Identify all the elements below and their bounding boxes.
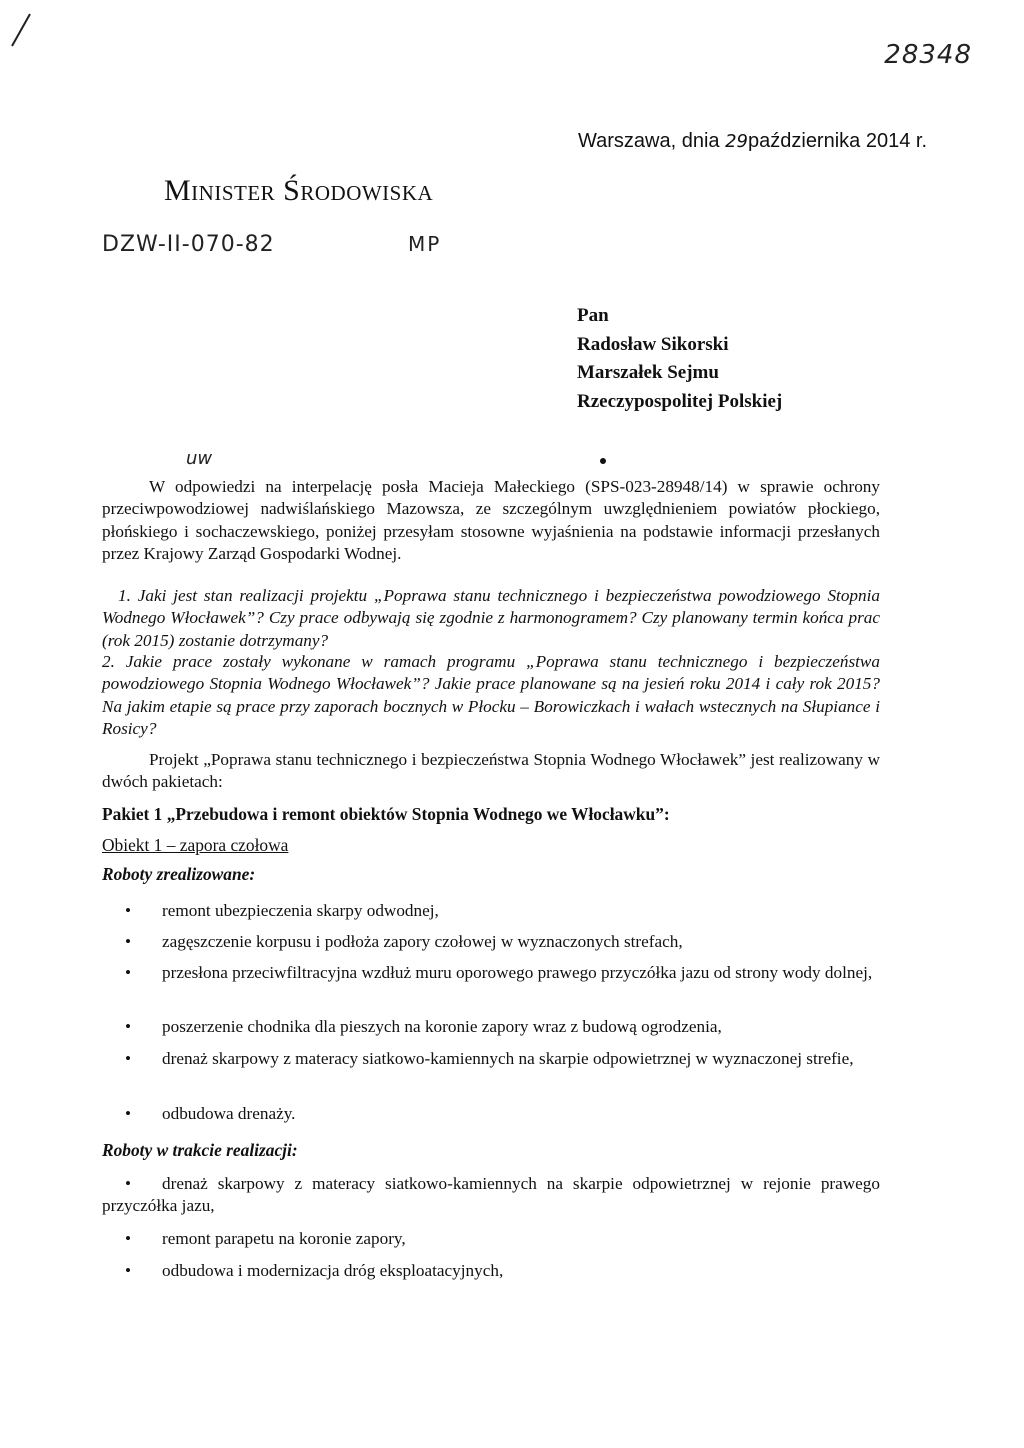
- list-item-text: zagęszczenie korpusu i podłoża zapory czołowej w wyznaczonych strefach,: [162, 932, 683, 951]
- list-item: [102, 931, 880, 953]
- project-paragraph: Projekt „Poprawa stanu technicznego i bezpieczeństwa Stopnia Wodnego Włocławek” jest realizowany w dwóch pakietach:: [102, 750, 880, 792]
- list-item: [102, 1173, 880, 1218]
- list-item-text: przesłona przeciwfiltracyjna wzdłuż muru oporowego prawego przyczółka jazu od strony wody dolnej,: [162, 963, 873, 982]
- list-item: [102, 962, 880, 984]
- bullet: •: [125, 1049, 132, 1068]
- ink-dot: [600, 458, 606, 464]
- handwritten-initials: MP: [408, 232, 442, 256]
- list-item: [102, 1048, 880, 1070]
- addressee-line: Radosław Sikorski: [577, 333, 729, 355]
- package-1-heading: Pakiet 1 „Przebudowa i remont obiektów Stopnia Wodnego we Włocławku”:: [102, 804, 670, 824]
- date-line: [578, 130, 927, 153]
- addressee-block: [577, 302, 782, 416]
- date-prefix: Warszawa, dnia: [578, 130, 726, 152]
- completed-works-heading: Roboty zrealizowane:: [102, 864, 256, 884]
- list-item: [102, 1228, 880, 1250]
- addressee-line: Marszałek Sejmu: [577, 362, 719, 383]
- bullet: •: [125, 901, 132, 920]
- bullet: •: [125, 1104, 132, 1123]
- list-item-text: remont ubezpieczenia skarpy odwodnej,: [162, 901, 439, 920]
- ministry-header: Minister Środowiska: [164, 174, 434, 207]
- bullet: •: [125, 1017, 132, 1036]
- addressee-line: Rzeczypospolitej Polskiej: [577, 390, 783, 412]
- list-item: [102, 900, 880, 922]
- bullet: •: [125, 963, 132, 982]
- addressee-line: Pan: [577, 305, 609, 326]
- question-2: 2. Jakie prace zostały wykonane w ramach programu „Poprawa stanu technicznego i bezpieczeństwa powodziowego Stopnia Wodnego Włocławek”? Jakie prace planowane są na jesień roku 2014 i cały rok 2015? Na jakim etapie są prace przy zaporach bocznych w Płocku – Borowiczkach i wałach wstecznych na Słupiance i Rosicy?: [102, 652, 880, 739]
- date-suffix: października 2014 r.: [748, 130, 928, 152]
- handwritten-document-number: 28348: [884, 40, 972, 70]
- list-item-text: remont parapetu na koronie zapory,: [162, 1229, 406, 1248]
- reference-number: DZW-II-070-82: [102, 232, 275, 257]
- list-item-text: poszerzenie chodnika dla pieszych na koronie zapory wraz z budową ogrodzenia,: [162, 1017, 722, 1036]
- list-item: [102, 1260, 880, 1282]
- list-item: [102, 1103, 880, 1125]
- question-1: 1. Jaki jest stan realizacji projektu „Poprawa stanu technicznego i bezpieczeństwa powodziowego Stopnia Wodnego Włocławek”? Czy prace odbywają się zgodnie z harmonogramem? Czy planowany termin końca prac (rok 2015) zostanie dotrzymany?: [102, 586, 880, 650]
- intro-paragraph: W odpowiedzi na interpelację posła Macieja Małeckiego (SPS-023-28948/14) w sprawie ochrony przeciwpowodziowej nadwiślańskiego Mazowsza, ze szczególnym uwzględnieniem powiatów płockiego, płońskiego i sochaczewskiego, poniżej przesyłam stosowne wyjaśnienia na podstawie informacji przesłanych przez Krajowy Zarząd Gospodarki Wodnej.: [102, 477, 880, 564]
- list-item-text: odbudowa i modernizacja dróg eksploatacyjnych,: [162, 1261, 504, 1280]
- list-item-text: odbudowa drenaży.: [162, 1104, 296, 1123]
- bullet: •: [125, 1229, 132, 1248]
- bullet: •: [125, 1174, 132, 1193]
- in-progress-works-heading: Roboty w trakcie realizacji:: [102, 1140, 298, 1160]
- handwritten-mark-text: uw: [186, 448, 213, 469]
- handwritten-day: 29: [725, 131, 748, 152]
- corner-pen-stroke: [6, 10, 36, 50]
- bullet: •: [125, 1261, 132, 1280]
- bullet: •: [125, 932, 132, 951]
- list-item: [102, 1016, 880, 1038]
- list-item-text: drenaż skarpowy z materacy siatkowo-kamiennych na skarpie odpowietrznej w rejonie prawego przyczółka jazu,: [102, 1174, 880, 1216]
- list-item-text: drenaż skarpowy z materacy siatkowo-kamiennych na skarpie odpowietrznej w wyznaczonej strefie,: [162, 1049, 854, 1068]
- object-1-heading: Obiekt 1 – zapora czołowa: [102, 835, 289, 855]
